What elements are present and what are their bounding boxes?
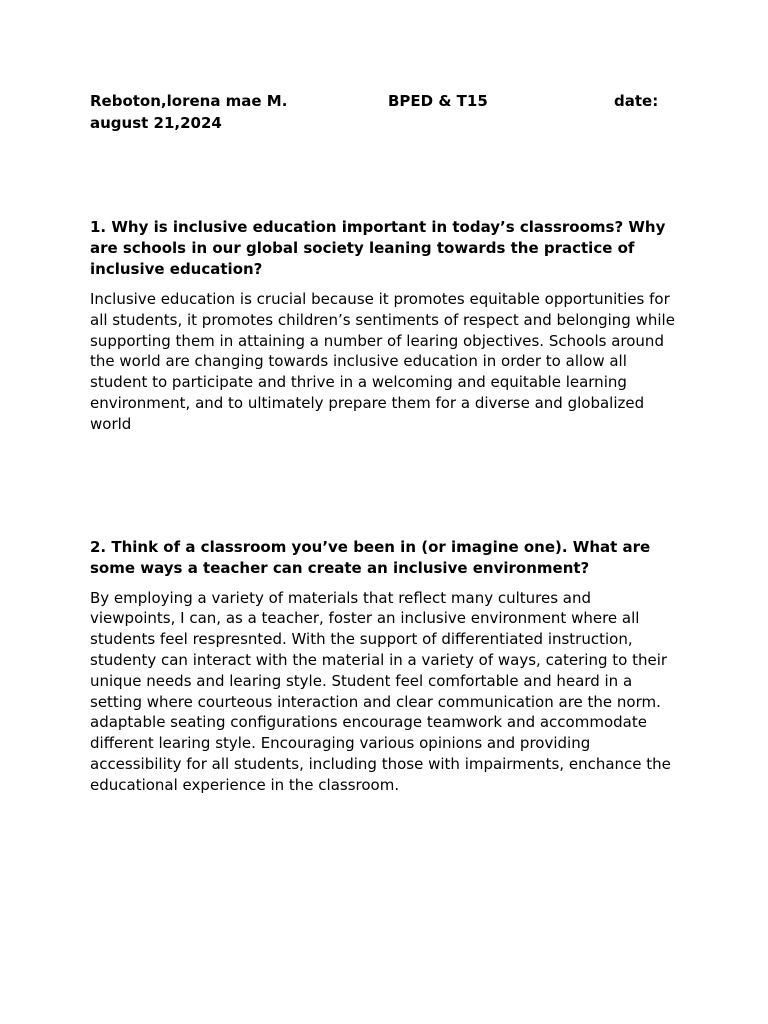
question-1: 1. Why is inclusive education important in today’s classrooms? Why are schools in our global society leaning towards the practice of inclusive education? xyxy=(90,218,666,278)
answer-2: By employing a variety of materials that reflect many cultures and viewpoints, I can, as a teacher, foster an inclusive environment where all students feel respresnted. With the support of differentiated instruction, studenty can interact with the material in a variety of ways, catering to their unique needs and learing style. Student feel comfortable and heard in a setting where courteous interaction and clear communication are the norm. adaptable seating configurations encourage teamwork and accommodate different learing style. Encouraging various opinions and providing accessibility for all students, including those with impairments, enchance the educational experience in the classroom. xyxy=(90,588,671,794)
question-2: 2. Think of a classroom you’ve been in (or imagine one). What are some ways a teacher can create an inclusive environment? xyxy=(90,537,651,577)
document-header xyxy=(90,90,680,134)
date-value: august 21,2024 xyxy=(90,114,222,132)
student-name: Reboton,lorena mae M. xyxy=(90,92,288,110)
course-section: BPED & T15 xyxy=(388,92,488,110)
header-line xyxy=(90,90,680,112)
date-label: date: xyxy=(614,92,659,110)
document-body xyxy=(90,90,680,796)
answer-1: Inclusive education is crucial because it promotes equitable opportunities for all students, it promotes children’s sentiments of respect and belonging while supporting them in attaining a number of learing objectives. Schools around the world are changing towards inclusive education in order to allow all student to participate and thrive in a welcoming and equitable learning environment, and to ultimately prepare them for a diverse and globalized world xyxy=(90,290,675,433)
